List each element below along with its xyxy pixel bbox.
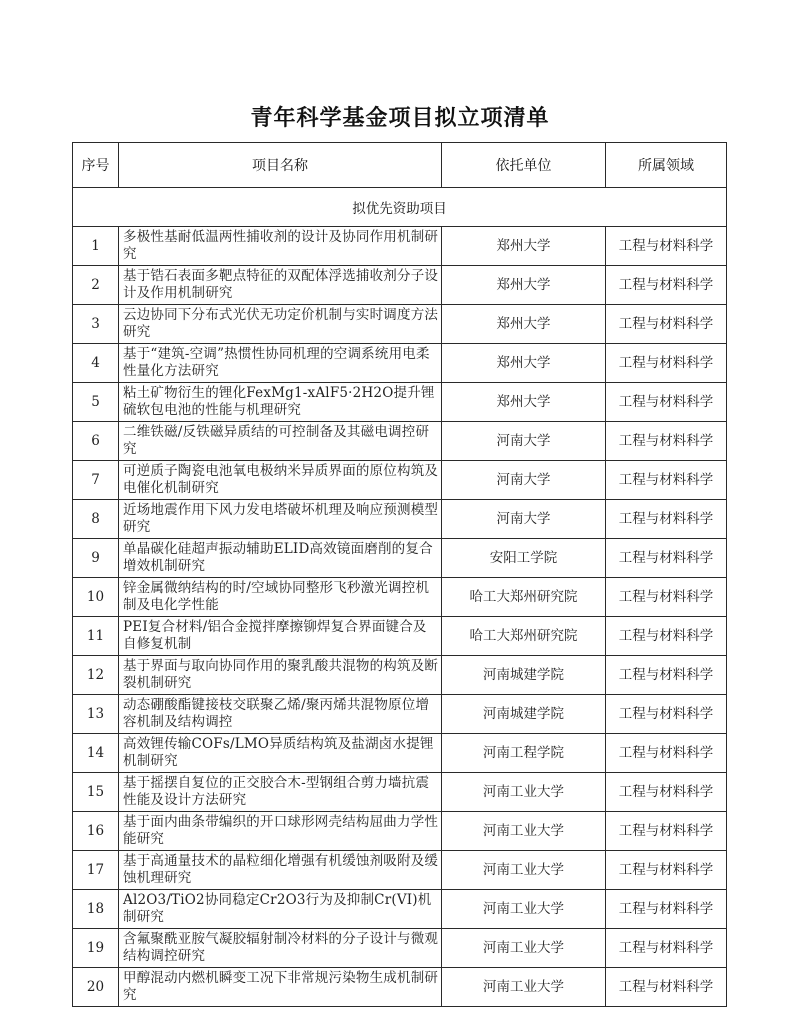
host-unit: 郑州大学	[442, 383, 606, 422]
project-name: PEI复合材料/铝合金搅拌摩擦铆焊复合界面键合及自修复机制	[119, 617, 442, 656]
host-unit: 郑州大学	[442, 305, 606, 344]
table-row	[73, 539, 727, 578]
research-field: 工程与材料科学	[606, 461, 727, 500]
project-name: Al2O3/TiO2协同稳定Cr2O3行为及抑制Cr(VI)机制研究	[119, 890, 442, 929]
project-name: 基于高通量技术的晶粒细化增强有机缓蚀剂吸附及缓蚀机理研究	[119, 851, 442, 890]
host-unit: 河南工业大学	[442, 890, 606, 929]
project-name: 基于面内曲条带编织的开口球形网壳结构屈曲力学性能研究	[119, 812, 442, 851]
table-row	[73, 773, 727, 812]
project-name: 含氟聚酰亚胺气凝胶辐射制冷材料的分子设计与微观结构调控研究	[119, 929, 442, 968]
host-unit: 河南工业大学	[442, 929, 606, 968]
host-unit: 河南工程学院	[442, 734, 606, 773]
project-name: 基于界面与取向协同作用的聚乳酸共混物的构筑及断裂机制研究	[119, 656, 442, 695]
section-row	[73, 188, 727, 227]
table-row	[73, 266, 727, 305]
project-name: 可逆质子陶瓷电池氧电极纳米异质界面的原位构筑及电催化机制研究	[119, 461, 442, 500]
table-row	[73, 695, 727, 734]
research-field: 工程与材料科学	[606, 227, 727, 266]
host-unit: 哈工大郑州研究院	[442, 617, 606, 656]
research-field: 工程与材料科学	[606, 383, 727, 422]
table-row	[73, 344, 727, 383]
project-name: 单晶碳化硅超声振动辅助ELID高效镜面磨削的复合增效机制研究	[119, 539, 442, 578]
row-index: 8	[73, 500, 119, 539]
page-title: 青年科学基金项目拟立项清单	[250, 106, 550, 131]
table-header-row	[73, 143, 727, 188]
research-field: 工程与材料科学	[606, 305, 727, 344]
research-field: 工程与材料科学	[606, 617, 727, 656]
host-unit: 安阳工学院	[442, 539, 606, 578]
table-row	[73, 578, 727, 617]
row-index: 12	[73, 656, 119, 695]
host-unit: 河南工业大学	[442, 773, 606, 812]
table-row	[73, 734, 727, 773]
table-row	[73, 617, 727, 656]
project-list-table	[72, 142, 727, 1007]
project-name: 基于“建筑-空调”热惯性协同机理的空调系统用电柔性量化方法研究	[119, 344, 442, 383]
table-row	[73, 656, 727, 695]
project-name: 近场地震作用下风力发电塔破坏机理及响应预测模型研究	[119, 500, 442, 539]
row-index: 18	[73, 890, 119, 929]
row-index: 7	[73, 461, 119, 500]
project-name: 高效锂传输COFs/LMO异质结构筑及盐湖卤水提锂机制研究	[119, 734, 442, 773]
host-unit: 河南工业大学	[442, 968, 606, 1007]
host-unit: 河南大学	[442, 500, 606, 539]
host-unit: 河南大学	[442, 422, 606, 461]
research-field: 工程与材料科学	[606, 968, 727, 1007]
research-field: 工程与材料科学	[606, 656, 727, 695]
row-index: 11	[73, 617, 119, 656]
research-field: 工程与材料科学	[606, 734, 727, 773]
section-label: 拟优先资助项目	[73, 188, 727, 227]
table-row	[73, 383, 727, 422]
row-index: 13	[73, 695, 119, 734]
table-row	[73, 227, 727, 266]
project-name: 基于摇摆自复位的正交胶合木-型钢组合剪力墙抗震性能及设计方法研究	[119, 773, 442, 812]
host-unit: 哈工大郑州研究院	[442, 578, 606, 617]
table-row	[73, 851, 727, 890]
table-row	[73, 929, 727, 968]
table-row	[73, 500, 727, 539]
header-host-unit: 依托单位	[442, 143, 606, 188]
header-field: 所属领域	[606, 143, 727, 188]
project-name: 基于锆石表面多靶点特征的双配体浮选捕收剂分子设计及作用机制研究	[119, 266, 442, 305]
host-unit: 河南大学	[442, 461, 606, 500]
row-index: 9	[73, 539, 119, 578]
research-field: 工程与材料科学	[606, 929, 727, 968]
host-unit: 郑州大学	[442, 266, 606, 305]
research-field: 工程与材料科学	[606, 539, 727, 578]
host-unit: 河南城建学院	[442, 656, 606, 695]
table-row	[73, 890, 727, 929]
row-index: 17	[73, 851, 119, 890]
research-field: 工程与材料科学	[606, 422, 727, 461]
table-row	[73, 968, 727, 1007]
host-unit: 河南城建学院	[442, 695, 606, 734]
table-row	[73, 812, 727, 851]
row-index: 1	[73, 227, 119, 266]
host-unit: 郑州大学	[442, 344, 606, 383]
research-field: 工程与材料科学	[606, 578, 727, 617]
project-name: 锌金属微纳结构的时/空域协同整形飞秒激光调控机制及电化学性能	[119, 578, 442, 617]
row-index: 4	[73, 344, 119, 383]
row-index: 2	[73, 266, 119, 305]
row-index: 20	[73, 968, 119, 1007]
table-row	[73, 461, 727, 500]
row-index: 6	[73, 422, 119, 461]
research-field: 工程与材料科学	[606, 773, 727, 812]
host-unit: 河南工业大学	[442, 851, 606, 890]
header-project-name: 项目名称	[119, 143, 442, 188]
project-name: 二维铁磁/反铁磁异质结的可控制备及其磁电调控研究	[119, 422, 442, 461]
table-row	[73, 305, 727, 344]
project-name: 动态硼酸酯键接枝交联聚乙烯/聚丙烯共混物原位增容机制及结构调控	[119, 695, 442, 734]
project-name: 甲醇混动内燃机瞬变工况下非常规污染物生成机制研究	[119, 968, 442, 1007]
row-index: 10	[73, 578, 119, 617]
host-unit: 河南工业大学	[442, 812, 606, 851]
research-field: 工程与材料科学	[606, 266, 727, 305]
table-row	[73, 422, 727, 461]
row-index: 3	[73, 305, 119, 344]
research-field: 工程与材料科学	[606, 695, 727, 734]
host-unit: 郑州大学	[442, 227, 606, 266]
research-field: 工程与材料科学	[606, 812, 727, 851]
header-index: 序号	[73, 143, 119, 188]
research-field: 工程与材料科学	[606, 851, 727, 890]
row-index: 15	[73, 773, 119, 812]
project-name: 云边协同下分布式光伏无功定价机制与实时调度方法研究	[119, 305, 442, 344]
row-index: 5	[73, 383, 119, 422]
project-name: 粘土矿物衍生的锂化FexMg1-xAlF5·2H2O提升锂硫软包电池的性能与机理研究	[119, 383, 442, 422]
research-field: 工程与材料科学	[606, 500, 727, 539]
project-name: 多极性基耐低温两性捕收剂的设计及协同作用机制研究	[119, 227, 442, 266]
row-index: 16	[73, 812, 119, 851]
row-index: 19	[73, 929, 119, 968]
research-field: 工程与材料科学	[606, 890, 727, 929]
row-index: 14	[73, 734, 119, 773]
research-field: 工程与材料科学	[606, 344, 727, 383]
